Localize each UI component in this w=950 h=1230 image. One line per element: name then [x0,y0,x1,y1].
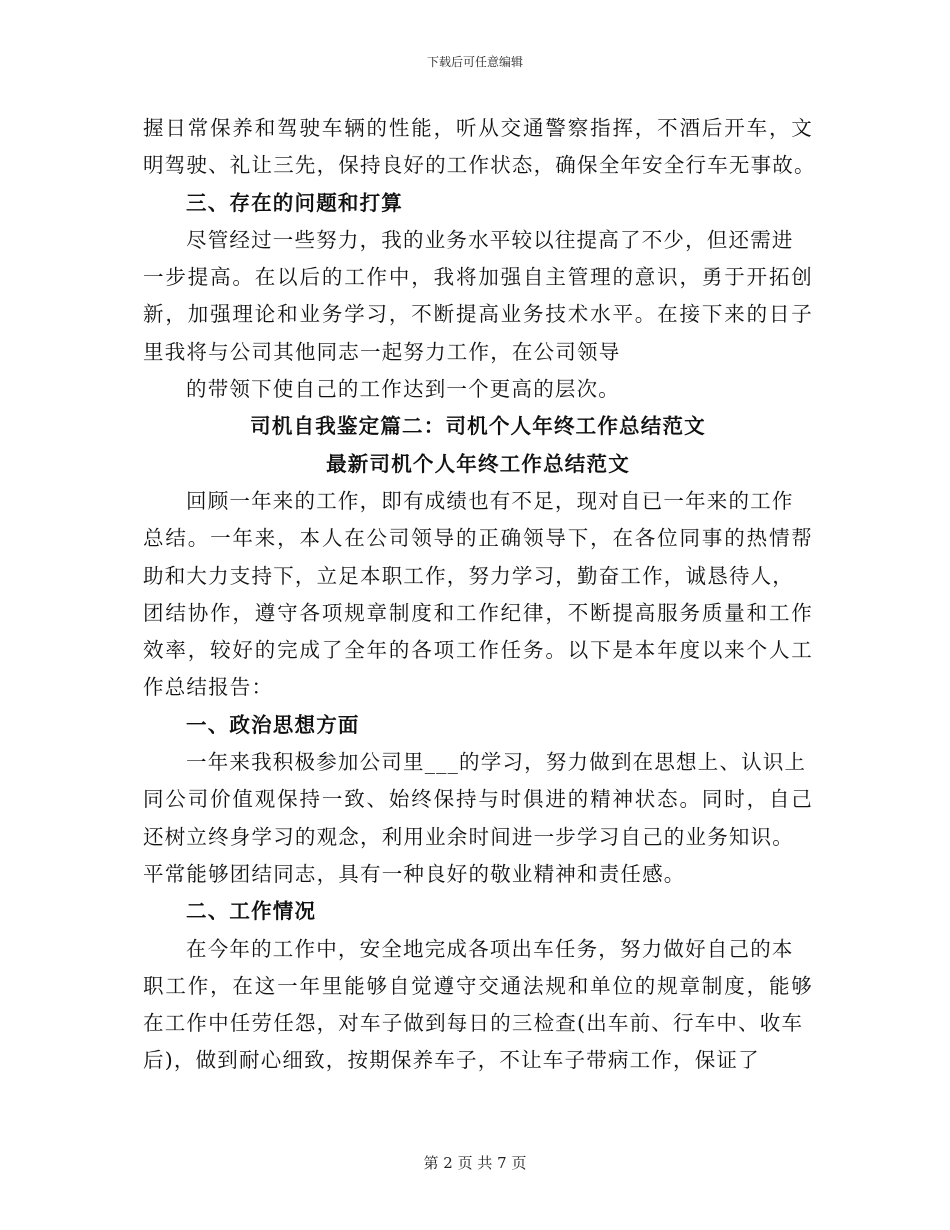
page-header-note: 下载后可任意编辑 [426,55,523,69]
paragraph-line: 在工作中任劳任怨，对车子做到每日的三检查(出车前、行车中、收车 [143,1011,804,1036]
paragraph-line: 同公司价值观保持一致、始终保持与时俱进的精神状态。同时，自己 [143,787,813,812]
document-body [143,110,816,1080]
paragraph-line: 回顾一年来的工作，即有成绩也有不足，现对自已一年来的工作 [186,488,794,513]
section-heading: 三、存在的问题和打算 [186,190,403,215]
paragraph-line: 明驾驶、礼让三先，保持良好的工作状态，确保全年安全行车无事故。 [143,153,816,178]
paragraph-line: 作总结报告： [143,675,274,700]
section-heading: 二、工作情况 [186,899,317,924]
paragraph-line: 尽管经过一些努力，我的业务水平较以往提高了不少，但还需进 [186,227,794,252]
paragraph-line: 效率，较好的完成了全年的各项工作任务。以下是本年度以来个人工 [143,638,813,663]
paragraph-line: 新，加强理论和业务学习，不断提高业务技术水平。在接下来的日子 [143,302,813,327]
paragraph-line: 一年来我积极参加公司里___的学习，努力做到在思想上、认识上 [186,750,807,775]
paragraph-line: 团结协作，遵守各项规章制度和工作纪律，不断提高服务质量和工作 [143,600,813,625]
paragraph-line: 的带领下使自己的工作达到一个更高的层次。 [186,377,620,402]
paragraph-line: 助和大力支持下，立足本职工作，努力学习，勤奋工作，诚恳待人， [143,563,794,588]
paragraph-line: 在今年的工作中，安全地完成各项出车任务，努力做好自己的本 [186,936,794,961]
document-subtitle: 最新司机个人年终工作总结范文 [326,451,630,476]
paragraph-line: 后)，做到耐心细致，按期保养车子，不让车子带病工作，保证了 [143,1048,760,1073]
paragraph-line: 还树立终身学习的观念，利用业余时间进一步学习自己的业务知识。 [143,824,794,849]
section-heading: 一、政治思想方面 [186,712,360,737]
paragraph-line: 职工作，在这一年里能够自觉遵守交通法规和单位的规章制度，能够 [143,973,813,998]
document-title: 司机自我鉴定篇二：司机个人年终工作总结范文 [250,414,706,439]
paragraph-line: 一步提高。在以后的工作中，我将加强自主管理的意识，勇于开拓创 [143,265,813,290]
paragraph-line: 总结。一年来，本人在公司领导的正确领导下，在各位同事的热情帮 [143,526,813,551]
paragraph-line: 平常能够团结同志，具有一种良好的敬业精神和责任感。 [143,861,686,886]
paragraph-line: 握日常保养和驾驶车辆的性能，听从交通警察指挥，不酒后开车，文 [143,116,813,140]
paragraph-line: 里我将与公司其他同志一起努力工作，在公司领导 [143,339,621,364]
page-number-footer: 第 2 页 共 7 页 [423,1154,527,1172]
